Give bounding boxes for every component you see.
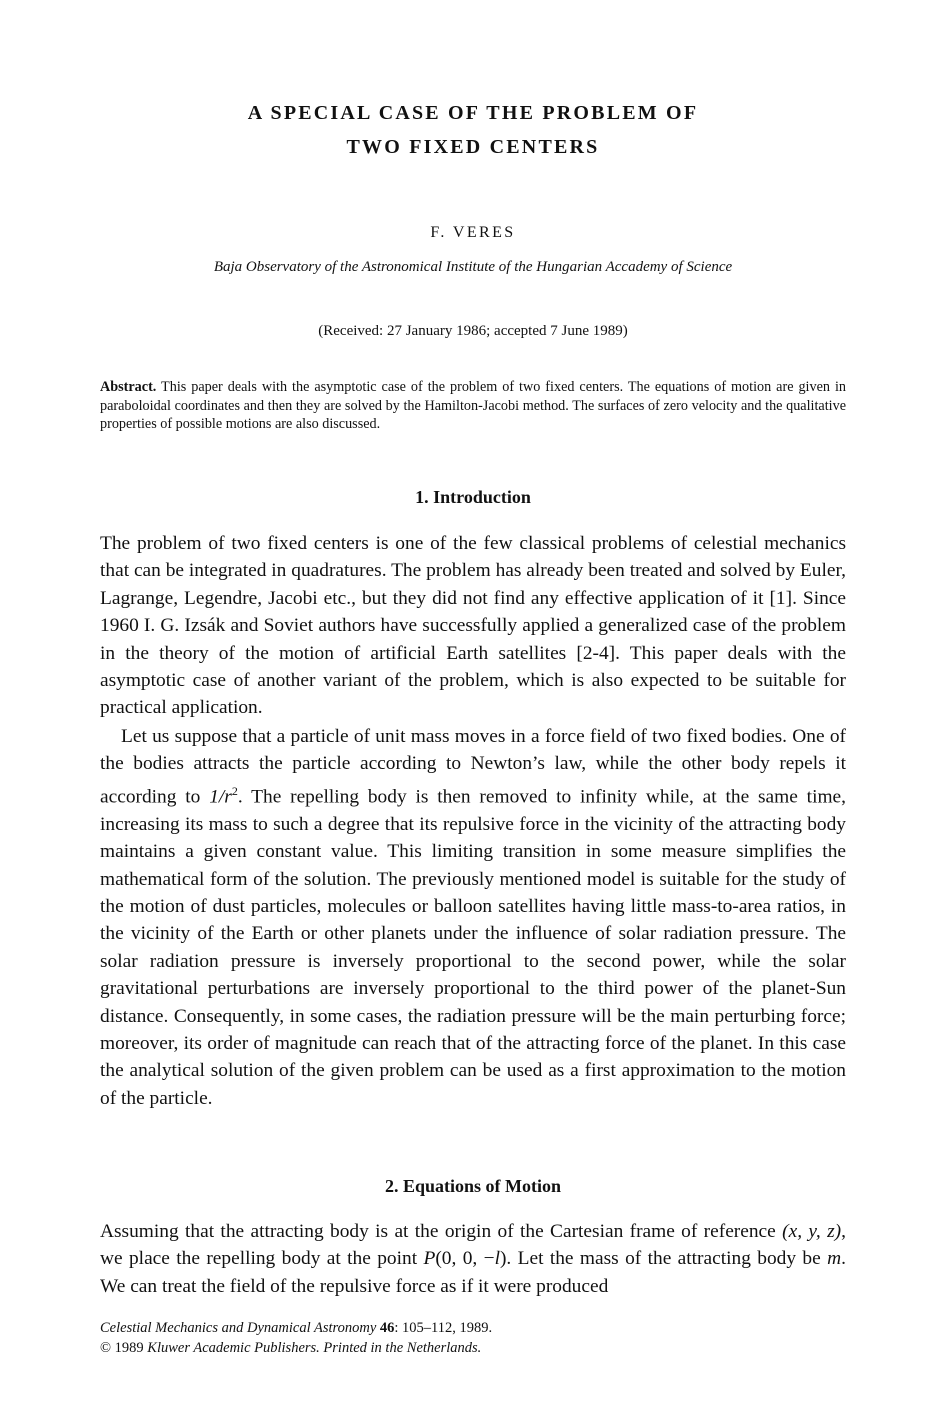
author-affiliation: Baja Observatory of the Astronomical Institute of the Hungarian Accademy of Science [213,259,733,275]
eq-text-e: . We can treat the field of the repulsive force as if it were produced [100,1248,846,1297]
journal-citation [100,1318,846,1338]
paper-title [100,96,846,164]
intro-p2-text-b: . The repelling body is then removed to infinity while, at the same time, increasing its mass to such a degree that its repulsive force in the vicinity of the attracting body maintains a given constant value. This limiting transition in some measure simplifies the mathematical form of the solution. The previously mentioned model is suitable for the study of the motion of dust particles, molecules or balloon satellites having little mass-to-area ratios, in the vicinity of the Earth or other planets under the influence of solar radiation pressure. The solar radiation pressure is inversely proportional to the second power, while the solar gravitational perturbations are inversely proportional to the third power of the planet-Sun distance. Consequently, in some cases, the radiation pressure will be the main perturbing force; moreover, its order of magnitude can reach that of the attracting force of the planet. In this case the analytical solution of the given problem can be used as a first approximation to the motion of the particle. [100,786,846,1109]
cartesian-coordinates: (x, y, z) [782,1221,842,1242]
section-heading-equations-of-motion: 2. Equations of Motion [384,1176,562,1196]
eq-text-a: Assuming that the attracting body is at the origin of the Cartesian frame of reference [100,1221,783,1242]
equations-paragraph-1 [100,1218,846,1300]
journal-volume: 46 [379,1320,395,1336]
journal-pages: : 105–112, 1989. [394,1320,493,1336]
title-line-2: TWO FIXED CENTERS [346,136,600,158]
publication-footer [100,1318,846,1358]
copyright-text: Kluwer Academic Publishers. Printed in the Netherlands. [147,1340,482,1356]
copyright-year: 1989 [111,1340,148,1356]
distance-l: l [494,1248,500,1270]
abstract [100,378,846,434]
copyright-symbol: © [100,1340,112,1356]
intro-p2-text-a: Let us suppose that a particle of unit mass moves in a force field of two fixed bodies. One of the bodies attracts the particle according to Newton’s law, while the other body repels it according to [100,726,846,808]
received-dates: (Received: 27 January 1986; accepted 7 June 1989) [318,323,628,339]
eq-text-c: (0, 0, − [435,1248,495,1270]
journal-name: Celestial Mechanics and Dynamical Astronomy [100,1320,380,1336]
abstract-label: Abstract. [100,379,157,395]
eq-text-b: , we place the repelling body at the point [100,1221,846,1270]
abstract-text: This paper deals with the asymptotic case of the problem of two fixed centers. The equations of motion are given in paraboloidal coordinates and then they are solved by the Hamilton-Jacobi method. The surfaces of zero velocity and the qualitative properties of possible motions are also discussed. [100,379,846,432]
title-line-1: A SPECIAL CASE OF THE PROBLEM OF [247,102,699,124]
inverse-square-expression: 1/r [209,786,232,808]
inverse-square-exponent: 2 [231,783,238,798]
copyright-line [100,1338,846,1358]
intro-paragraph-1: The problem of two fixed centers is one of the few classical problems of celestial mechanics that can be integrated in quadratures. The problem has already been treated and solved by Euler, Lagrange, Legendre, Jacobi etc., but they did not find any effective application of it [1]. Since 1960 I. G. Izsák and Soviet authors have successfully applied a generalized case of the problem in the theory of the motion of artificial Earth satellites [2-4]. This paper deals with the asymptotic case of another variant of the problem, which is also expected to be suitable for practical application. [100,533,846,719]
section-heading-introduction: 1. Introduction [415,487,531,507]
intro-paragraph-2 [100,723,846,1112]
point-p: P [423,1248,436,1270]
eq-text-d: ). Let the mass of the attracting body be [499,1248,828,1270]
mass-m: m [827,1248,842,1270]
author-name: F. VERES [430,224,516,241]
